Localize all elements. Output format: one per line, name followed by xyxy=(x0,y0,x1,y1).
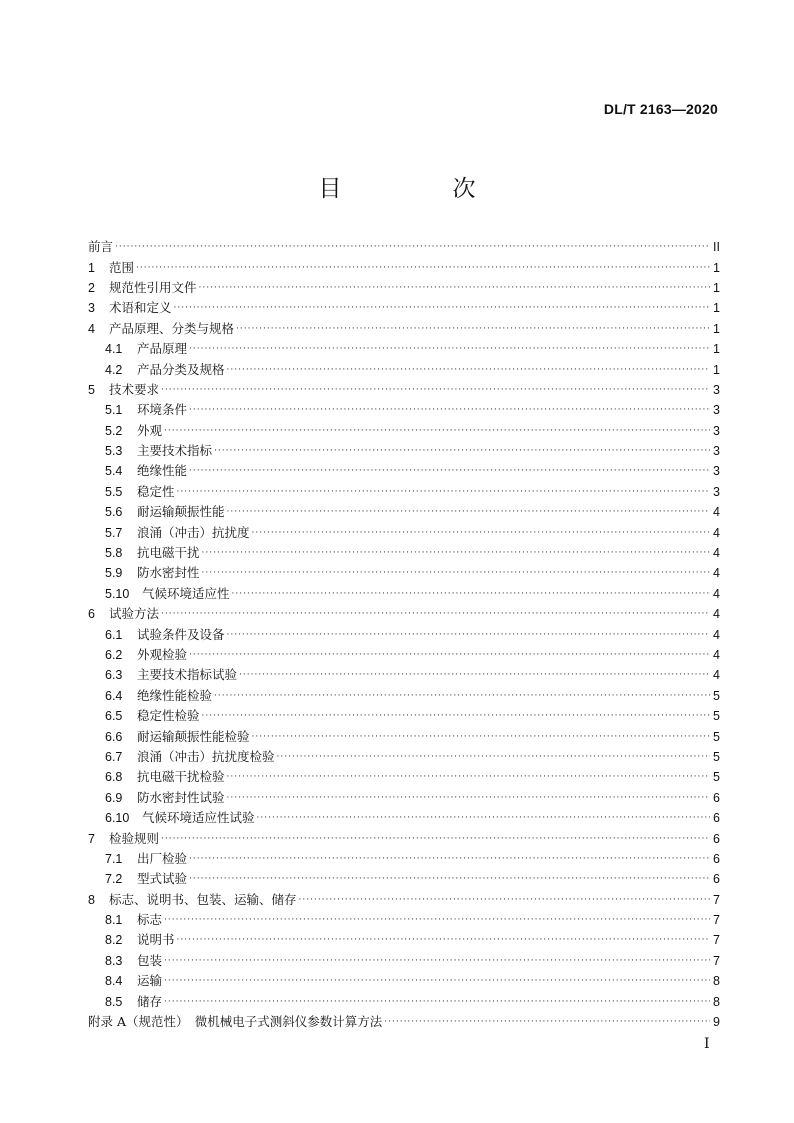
toc-entry-number: 6.1 xyxy=(105,627,123,642)
toc-entry-page: 1 xyxy=(713,301,720,316)
toc-entry-number: 6.4 xyxy=(105,688,123,703)
dot-leader xyxy=(189,339,710,359)
dot-leader xyxy=(227,788,710,808)
dot-leader xyxy=(189,645,710,665)
toc-entry-label: 外观 xyxy=(137,422,163,438)
toc-entry[interactable] xyxy=(88,849,720,869)
dot-leader xyxy=(277,747,710,767)
dot-leader xyxy=(189,461,710,481)
toc-entry[interactable] xyxy=(88,461,720,481)
toc-entry-label: 储存 xyxy=(137,993,163,1009)
dot-leader xyxy=(214,686,710,706)
toc-entry-page: 5 xyxy=(713,729,720,744)
toc-entry[interactable] xyxy=(88,522,720,542)
toc-entry-label: 说明书 xyxy=(137,932,175,948)
toc-entry-label: 试验条件及设备 xyxy=(137,626,225,642)
dot-leader xyxy=(177,482,710,502)
toc-entry-label: 抗电磁干扰 xyxy=(137,545,200,561)
toc-entry-page: 7 xyxy=(713,892,720,907)
toc-entry-page: 7 xyxy=(713,933,720,948)
toc-entry-page: 4 xyxy=(713,648,720,662)
toc-entry-page: 4 xyxy=(713,586,720,601)
toc-entry[interactable] xyxy=(88,910,720,930)
toc-entry-page: 4 xyxy=(713,525,720,540)
toc-entry-label: 环境条件 xyxy=(137,402,188,418)
toc-entry-label: 气候环境适应性 xyxy=(142,585,230,601)
toc-entry-label: 浪涌（冲击）抗扰度 xyxy=(137,524,250,540)
toc-entry[interactable] xyxy=(88,278,720,298)
toc-entry-label: 标志、说明书、包装、运输、储存 xyxy=(109,891,297,907)
toc-entry-number: 8.2 xyxy=(105,933,123,948)
dot-leader xyxy=(199,278,710,298)
dot-leader xyxy=(189,869,710,889)
toc-entry-page: 6 xyxy=(713,872,720,887)
toc-entry-number: 5.3 xyxy=(105,444,123,459)
toc-entry-label: 出厂检验 xyxy=(137,850,188,866)
dot-leader xyxy=(384,1012,710,1032)
toc-entry-number: 5.10 xyxy=(105,586,130,601)
toc-entry-page: 1 xyxy=(713,280,720,295)
toc-entry-page: 8 xyxy=(713,974,720,989)
toc-entry-page: 3 xyxy=(713,403,720,418)
toc-entry-number: 5 xyxy=(88,382,95,397)
toc-entry-number: 8.4 xyxy=(105,974,123,989)
standard-code: DL/T 2163—2020 xyxy=(603,101,718,117)
toc-entry[interactable] xyxy=(88,930,720,950)
toc-entry-page: 6 xyxy=(713,811,720,826)
toc-entry[interactable] xyxy=(88,543,720,563)
toc-entry-page: 4 xyxy=(713,627,720,642)
dot-leader xyxy=(202,563,710,583)
toc-entry-page: 8 xyxy=(713,994,720,1009)
toc-entry-number: 4.1 xyxy=(105,342,123,357)
toc-entry-label: 标志 xyxy=(137,912,163,928)
dot-leader xyxy=(164,971,710,991)
toc-entry-label: 耐运输颠振性能 xyxy=(137,504,225,520)
toc-entry-number: 6.9 xyxy=(105,790,123,805)
dot-leader xyxy=(252,727,710,747)
toc-entry[interactable] xyxy=(88,339,720,359)
toc-entry-page: 4 xyxy=(713,607,720,622)
toc-entry[interactable] xyxy=(88,828,720,848)
toc-entry[interactable] xyxy=(88,563,720,583)
toc-entry-label: 附录 A（规范性） 微机械电子式测斜仪参数计算方法 xyxy=(88,1014,383,1030)
dot-leader xyxy=(136,258,710,278)
dot-leader xyxy=(177,930,710,950)
toc-entry-number: 7.1 xyxy=(105,851,123,866)
dot-leader xyxy=(164,992,710,1012)
toc-entry-page: 5 xyxy=(713,770,720,785)
toc-entry[interactable] xyxy=(88,482,720,502)
toc-entry-number: 5.1 xyxy=(105,403,123,418)
toc-entry-number: 6.5 xyxy=(105,709,123,724)
toc-entry[interactable] xyxy=(88,624,720,644)
toc-entry-number: 4.2 xyxy=(105,362,123,377)
toc-entry-number: 3 xyxy=(88,301,95,316)
toc-entry-label: 运输 xyxy=(137,973,163,989)
toc-entry-label: 主要技术指标 xyxy=(137,443,213,459)
toc-entry-label: 技术要求 xyxy=(109,381,160,397)
toc-entry[interactable] xyxy=(88,298,720,318)
dot-leader xyxy=(164,910,710,930)
toc-entry[interactable] xyxy=(88,645,720,665)
dot-leader xyxy=(189,400,710,420)
dot-leader xyxy=(257,808,710,828)
dot-leader xyxy=(236,319,710,339)
toc-entry-number: 7.2 xyxy=(105,872,123,887)
toc-entry-label: 气候环境适应性试验 xyxy=(142,810,255,826)
table-of-contents xyxy=(88,237,720,1032)
dot-leader xyxy=(252,523,710,543)
toc-entry-label: 抗电磁干扰检验 xyxy=(137,769,225,785)
toc-entry[interactable] xyxy=(88,890,720,910)
toc-entry-label: 外观检验 xyxy=(137,647,188,662)
dot-leader xyxy=(299,890,710,910)
toc-entry[interactable] xyxy=(88,441,720,461)
toc-entry[interactable] xyxy=(88,951,720,971)
toc-entry-label: 稳定性检验 xyxy=(137,708,200,724)
page-title: 目 次 xyxy=(318,176,520,202)
toc-entry-number: 6.2 xyxy=(105,648,123,662)
toc-entry[interactable] xyxy=(88,991,720,1011)
toc-entry-label: 产品分类及规格 xyxy=(137,361,225,377)
toc-entry[interactable] xyxy=(88,421,720,441)
dot-leader xyxy=(227,767,710,787)
toc-entry-label: 绝缘性能 xyxy=(137,463,188,479)
dot-leader xyxy=(161,604,710,624)
toc-entry-page: 4 xyxy=(713,546,720,561)
toc-entry-page: 3 xyxy=(713,484,720,499)
toc-entry-label: 包装 xyxy=(137,952,163,968)
toc-entry-page: 5 xyxy=(713,688,720,703)
dot-leader xyxy=(202,543,710,563)
toc-entry[interactable] xyxy=(88,726,720,746)
toc-entry-label: 稳定性 xyxy=(137,483,175,499)
toc-entry[interactable] xyxy=(88,257,720,277)
toc-entry[interactable] xyxy=(88,808,720,828)
toc-entry-page: 5 xyxy=(713,709,720,724)
toc-entry[interactable] xyxy=(88,237,720,257)
toc-entry-page: 6 xyxy=(713,831,720,846)
toc-entry[interactable] xyxy=(88,319,720,339)
toc-entry-label: 绝缘性能检验 xyxy=(137,687,213,703)
toc-entry-label: 检验规则 xyxy=(109,830,160,846)
toc-entry-number: 8.1 xyxy=(105,913,123,928)
toc-entry[interactable] xyxy=(88,502,720,522)
dot-leader xyxy=(227,502,710,522)
dot-leader xyxy=(202,706,710,726)
toc-entry-page: 4 xyxy=(713,566,720,581)
dot-leader xyxy=(174,298,710,318)
toc-entry[interactable] xyxy=(88,584,720,604)
dot-leader xyxy=(214,441,710,461)
toc-entry-number: 6.10 xyxy=(105,811,130,826)
dot-leader xyxy=(164,421,710,441)
toc-entry-number: 5.7 xyxy=(105,525,123,540)
toc-entry[interactable] xyxy=(88,788,720,808)
toc-entry-label: 主要技术指标试验 xyxy=(137,667,238,683)
toc-entry-label: 试验方法 xyxy=(109,606,160,622)
toc-entry-label: 防水密封性试验 xyxy=(137,789,225,805)
toc-entry-number: 5.4 xyxy=(105,464,123,479)
toc-entry[interactable] xyxy=(88,604,720,624)
toc-entry-page: 1 xyxy=(713,260,720,275)
dot-leader xyxy=(161,829,710,849)
toc-entry-number: 6.7 xyxy=(105,749,123,764)
dot-leader xyxy=(227,625,710,645)
toc-entry-label: 产品原理 xyxy=(137,341,188,357)
toc-entry-number: 8.5 xyxy=(105,994,123,1009)
dot-leader xyxy=(115,237,710,257)
toc-entry[interactable] xyxy=(88,747,720,767)
toc-entry[interactable] xyxy=(88,971,720,991)
dot-leader xyxy=(164,951,710,971)
toc-entry[interactable] xyxy=(88,1012,720,1032)
toc-entry-number: 6.8 xyxy=(105,770,123,785)
toc-entry-page: 3 xyxy=(713,382,720,397)
toc-entry[interactable] xyxy=(88,706,720,726)
toc-entry-page: 7 xyxy=(713,953,720,968)
toc-entry-page: 3 xyxy=(713,444,720,459)
toc-entry[interactable] xyxy=(88,359,720,379)
toc-entry-page: 3 xyxy=(713,464,720,479)
toc-entry-page: 4 xyxy=(713,505,720,520)
dot-leader xyxy=(239,665,710,685)
toc-entry-number: 1 xyxy=(88,260,95,275)
dot-leader xyxy=(227,360,710,380)
toc-entry-page: II xyxy=(713,240,720,255)
toc-entry-label: 耐运输颠振性能检验 xyxy=(137,728,250,744)
toc-entry-page: 6 xyxy=(713,790,720,805)
page-number: I xyxy=(704,1036,710,1052)
toc-entry-page: 1 xyxy=(713,362,720,377)
toc-entry-label: 前言 xyxy=(88,239,114,255)
toc-entry[interactable] xyxy=(88,869,720,889)
toc-entry-number: 5.5 xyxy=(105,484,123,499)
toc-entry-number: 7 xyxy=(88,831,95,846)
toc-entry[interactable] xyxy=(88,665,720,685)
toc-entry-page: 4 xyxy=(713,668,720,683)
dot-leader xyxy=(189,849,710,869)
toc-entry-page: 7 xyxy=(713,913,720,928)
toc-entry-number: 5.8 xyxy=(105,546,123,561)
toc-entry-number: 5.6 xyxy=(105,505,123,520)
toc-entry[interactable] xyxy=(88,686,720,706)
toc-entry-label: 防水密封性 xyxy=(137,565,200,581)
toc-entry-number: 8.3 xyxy=(105,953,123,968)
toc-entry-number: 6.3 xyxy=(105,668,123,683)
toc-entry-number: 6 xyxy=(88,607,95,622)
toc-entry[interactable] xyxy=(88,380,720,400)
toc-entry-label: 术语和定义 xyxy=(109,300,172,316)
toc-entry[interactable] xyxy=(88,767,720,787)
toc-entry[interactable] xyxy=(88,400,720,420)
toc-entry-number: 8 xyxy=(88,892,95,907)
toc-entry-number: 2 xyxy=(88,280,95,295)
toc-entry-number: 5.9 xyxy=(105,566,123,581)
toc-entry-label: 规范性引用文件 xyxy=(109,279,197,295)
toc-entry-page: 1 xyxy=(713,342,720,357)
toc-entry-label: 型式试验 xyxy=(137,871,188,887)
toc-entry-page: 5 xyxy=(713,749,720,764)
toc-entry-label: 浪涌（冲击）抗扰度检验 xyxy=(137,748,275,764)
toc-entry-page: 6 xyxy=(713,851,720,866)
toc-entry-number: 4 xyxy=(88,321,95,336)
toc-entry-number: 5.2 xyxy=(105,423,123,438)
dot-leader xyxy=(232,584,710,604)
toc-entry-label: 范围 xyxy=(109,259,135,275)
toc-entry-page: 1 xyxy=(713,321,720,336)
toc-entry-page: 3 xyxy=(713,423,720,438)
toc-entry-page: 9 xyxy=(713,1015,720,1030)
toc-entry-number: 6.6 xyxy=(105,729,123,744)
dot-leader xyxy=(161,380,710,400)
toc-entry-label: 产品原理、分类与规格 xyxy=(109,320,235,336)
